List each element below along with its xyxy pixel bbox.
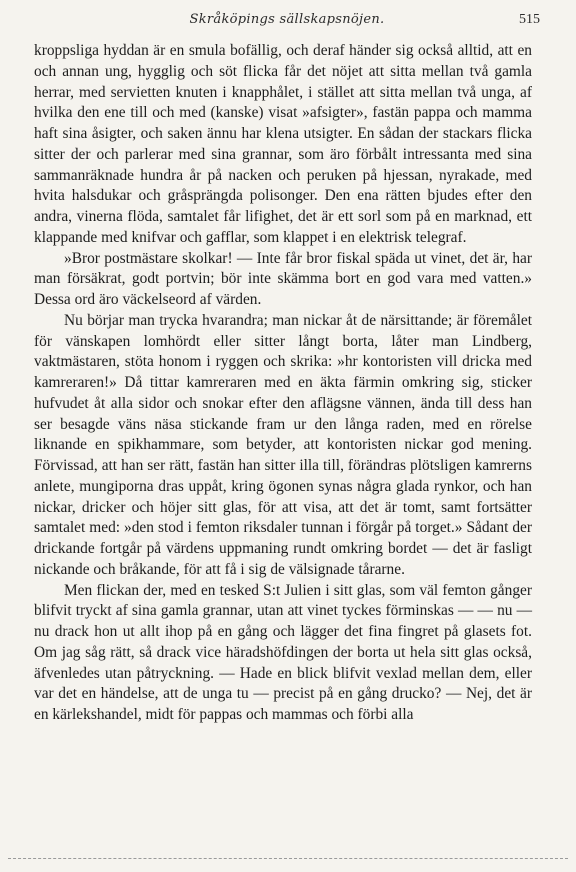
running-title: Skråköpings sällskapsnöjen.	[189, 12, 385, 27]
page-header	[34, 12, 540, 36]
paragraph-continuation: kroppsliga hyddan är en smula bofällig, och deraf händer sig också alltid, att en och annan ung, hygglig och söt flicka får det nöjet att sitta mellan två gamla herrar, med servietten knuten i knapphålet, i stället att sitta mellan två unga, af hvilka den ene till och med (kanske) visat »afsigter», fastän pappa och mamma haft sina åsigter, och saken ännu har klena utsigter. En sådan der stackars flicka sitter der och parlerar med sina grannar, som äro förbålt intressanta med sina sammanräknade hundra år på nacken och peruken på hjessan, nyrakade, med hvita halsdukar och gråsprängda polisonger. Den ena rätten bjudes efter den andra, vinerna flöda, samtalet får lifighet, det är ett sorl som på en marknad, ett klappande med knifvar och gafflar, som klappet i en elektrisk telegraf.	[34, 42, 532, 246]
body-text	[34, 41, 532, 726]
page-number: 515	[519, 12, 540, 27]
paragraph-girl: Men flickan der, med en tesked S:t Julien i sitt glas, som väl femton gånger blifvit tryckt af sina gamla grannar, utan att vinet tyckes förminskas — — nu — nu drack hon ut allt ihop på en gång och lägger det fina fingret på glasets fot. Om jag såg rätt, så drack vice häradshöfdingen der borta ut hela sitt glas också, äfvenledes utan påtryckning. — Hade en blick blifvit vexlad mellan dem, eller var det en händelse, att de unga tu — precist på en gång drucko? — Nej, det är en kärlekshandel, midt för pappas och mammas och förbi alla	[34, 581, 532, 723]
paragraph-toast: »Bror postmästare skolkar! — Inte får bror fiskal späda ut vinet, det är, har man försäkrat, godt portvin; bör inte skämma bort en god vara med vatten.» Dessa ord äro väckelseord af värden.	[34, 249, 532, 308]
scan-edge-line	[8, 858, 568, 859]
paragraph-nodding: Nu börjar man trycka hvarandra; man nickar åt de närsittande; är föremålet för vänskapen lomhördt eller sitter långt borta, låter man Lindberg, vaktmästaren, stöta honom i ryggen och skrika: »hr kontoristen vill dricka med kamreraren!» Då tittar kamreraren med en äkta färmin omkring sig, sticker hufvudet åt alla sidor och snokar efter den aflägsne vännen, ända till dess han ser besagde väns näsa stickande fram ur den långa raden, med en rörelse liknande en spikhammare, som betyder, att kontoristen nickar god mening. Förvissad, att han ser rätt, fastän han sitter illa till, förändras plötsligen kamrerns anlete, mungiporna dras uppåt, kring ögonen synas några glada rynkor, och han nickar, dricker och höjer sitt glas, för att visa, att det är tomt, samt fortsätter samtalet med: »den stod i femton riksdaler tunnan i förgår på torget.» Sådant der drickande fortgår på värdens uppmaning rundt omkring bordet — det är fasligt nickande och bråkande, för att få i sig de välsignade tårarne.	[34, 311, 532, 578]
